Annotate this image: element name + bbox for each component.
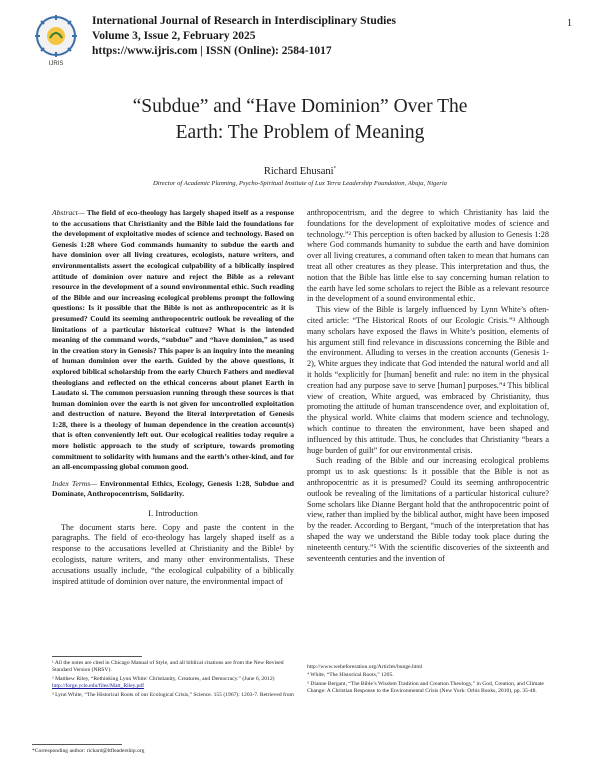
page-number: 1 xyxy=(567,18,572,29)
author-name xyxy=(0,166,600,177)
author-affiliation: Director of Academic Planning, Psycho-Spiritual Institute of Lux Terra Leadership Foundation, Abuja, Nigeria xyxy=(153,180,447,187)
abstract-label: Abstract— xyxy=(52,208,85,217)
journal-header xyxy=(32,14,572,72)
abstract xyxy=(52,208,294,473)
author-name-text: Richard Ehusani xyxy=(263,166,334,177)
correspondence-note: *Corresponding author: richard@ltfleadership.org xyxy=(32,748,145,754)
title-line-1: “Subdue” and “Have Dominion” Over The xyxy=(132,96,468,117)
logo-text: IJRIS xyxy=(48,61,64,67)
index-terms xyxy=(52,479,294,500)
footnote-link[interactable]: http://forge.ycle.edu/files/Matt_Riley.pdf xyxy=(52,683,144,690)
right-column xyxy=(307,208,549,564)
intro-heading: I. Introduction xyxy=(148,508,198,519)
author-marker: * xyxy=(333,166,337,172)
intro-paragraph: The document starts here. Copy and paste the content in the paragraphs. The field of eco-theology has largely shaped itself as a response to the accusations levelled at Christianity and the Bible¹ by ecologists, nature writers, and many other environmentalists. These accusations usually include, “the ecological culpability of a biblically inspired attitude of dominion over nature, the environmental impact of xyxy=(52,522,294,586)
footnote-2 xyxy=(52,676,294,691)
right-paragraph-2: This view of the Bible is largely influenced by Lynn White’s often-cited article: “The Historical Roots of our Ecologic Crisis.”³ Although many scholars have exposed the flaws in White’s position, elements of his argument still find relevance in discussions concerning the Bible and the environment. Alluding to verses in the creation accounts (Genesis 1-2), White argues they indicate that God intended the natural world and all it holds “explicitly for [human] benefit and rule: no item in the physical creation had any purpose save to serve [human] purposes.”⁴ This biblical view of creation, White argued, was embraced by Christianity, thus promoting the attitude of human transcendence over, and exploitation of, the physical world. White claims that modern science and technology, which continue to threaten the environment, have been shaped and influenced by this attitude. Thus, he concludes that Christianity “bears a huge burden of guilt” for our environmental crisis. xyxy=(307,305,549,455)
journal-volume: Volume 3, Issue 2, February 2025 xyxy=(92,30,256,42)
correspondence-divider xyxy=(32,744,122,745)
journal-name: International Journal of Research in Interdisciplinary Studies xyxy=(92,15,396,27)
index-terms-text: Environmental Ethics, Ecology, Genesis 1:28, Subdue and Dominate, Anthropocentrism, Solidarity. xyxy=(52,478,294,499)
footnote-4: ⁴ White, “The Historical Roots,” 1205. xyxy=(307,672,394,679)
right-paragraph-3: Such reading of the Bible and our increasing ecological problems prompt us to ask questions: Is it possible that the Bible is not as anthropocentric as it is presumed? Could its seeming anthropocentric outlook be revealing of the limitations of a particular historical culture? Some scholars like Dianne Bergant hold that the anthropocentric point of view, rather than implied by the biblical author, might have been imposed by the reader. According to Bergant, “much of the interpretation that has shaped the way we understand the Bible today took place during the nineteenth century.”⁵ With the scientific discoveries of the sixteenth and seventeenth centuries and the invention of xyxy=(307,456,549,563)
title-line-2: Earth: The Problem of Meaning xyxy=(175,122,425,143)
footnotes-left xyxy=(52,660,294,700)
footnote-1: ¹ All the notes are cited in Chicago Manual of Style, and all biblical citations are from the New Revised Standard Version (NRSV). xyxy=(52,660,284,674)
right-paragraph-1: anthropocentrism, and the degree to which Christianity has laid the foundations for the development of exploitative modes of science and technology.”² This perception is often backed by allusion to Genesis 1:28 where God commands humanity to subdue the earth and have dominion over all living creatures, a command often taken to mean that humans can treat all other creatures as they please. This interpretation and thus, the notion that the Bible has little else to say concerning human relation to the earth have led some scholars to reject the Bible as a relevant resource in the development of a sound environmental ethic. xyxy=(307,208,549,304)
footnote-2-text: ² Matthew Riley, “Rethinking Lynn White: Christianity, Creatures, and Democracy.” (June 6, 2012) xyxy=(52,675,275,682)
footnote-5: ⁵ Dianne Bergant, “The Bible’s Wisdom Tradition and Creation Theology,” in God, Creation, and Climate Change: A Christian Response to the Environmental Crisis (New York: Orbis Books, 2010), pp. 35-48. xyxy=(307,680,544,695)
left-column xyxy=(52,208,294,587)
footnote-cont[interactable]: http://www.webeforeration.org/Articles/bunge.html xyxy=(307,664,423,670)
journal-logo-icon xyxy=(32,14,80,68)
footnote-divider xyxy=(52,656,142,657)
footnote-3: ³ Lynn White, “The Historical Roots of our Ecological Crisis,” Science. 155 (1967): 1203-7. Retrieved from xyxy=(52,691,294,698)
abstract-text: The field of eco-theology has largely shaped itself as a response to the accusations that Christianity and the Bible laid the foundations for the development of exploitative modes of science and technology. Based on Genesis 1:28 where God commands humanity to subdue the earth and have dominion over all living creatures, ecologists, nature writers, and environmentalists assert the ecological culpability of a biblically inspired attitude of dominion over nature and reject the Bible as a relevant resource in the development of a sound environmental ethic. Such reading of the Bible and our increasing ecological problems prompt the following questions: Is it possible that the Bible is not as anthropocentric as it is presumed? Could its seeming anthropocentric outlook be revealing of the limitations of a particular historical culture? What is the intended meaning of the command words, “subdue” and “have dominion,” as used in the creation story in Genesis? This paper is an inquiry into the meaning of human dominion over the earth. Guided by the above questions, it explored biblical scholarship from the early Church Fathers and medieval theologians and reflected on the ethical concerns about planet Earth in Laudato si. The common persuasion running through these sources is that human dominion over the earth is not given for uncontrolled exploitation and destruction of nature. Beyond the literal interpretation of Genesis 1:28, there is a theology of human dependence in the creation account(s) that is often conveniently left out. Our ecological realities today require a more holistic approach to the study of scripture, towards promoting commitment to solidarity with humans and the earth’s other-kind, and for an all-encompassing global common good. xyxy=(52,208,295,472)
journal-url-issn[interactable]: https://www.ijris.com | ISSN (Online): 2584-1017 xyxy=(92,45,332,57)
footnotes-right xyxy=(307,664,549,697)
paper-title xyxy=(50,94,550,146)
index-terms-label: Index Terms— xyxy=(52,478,97,488)
